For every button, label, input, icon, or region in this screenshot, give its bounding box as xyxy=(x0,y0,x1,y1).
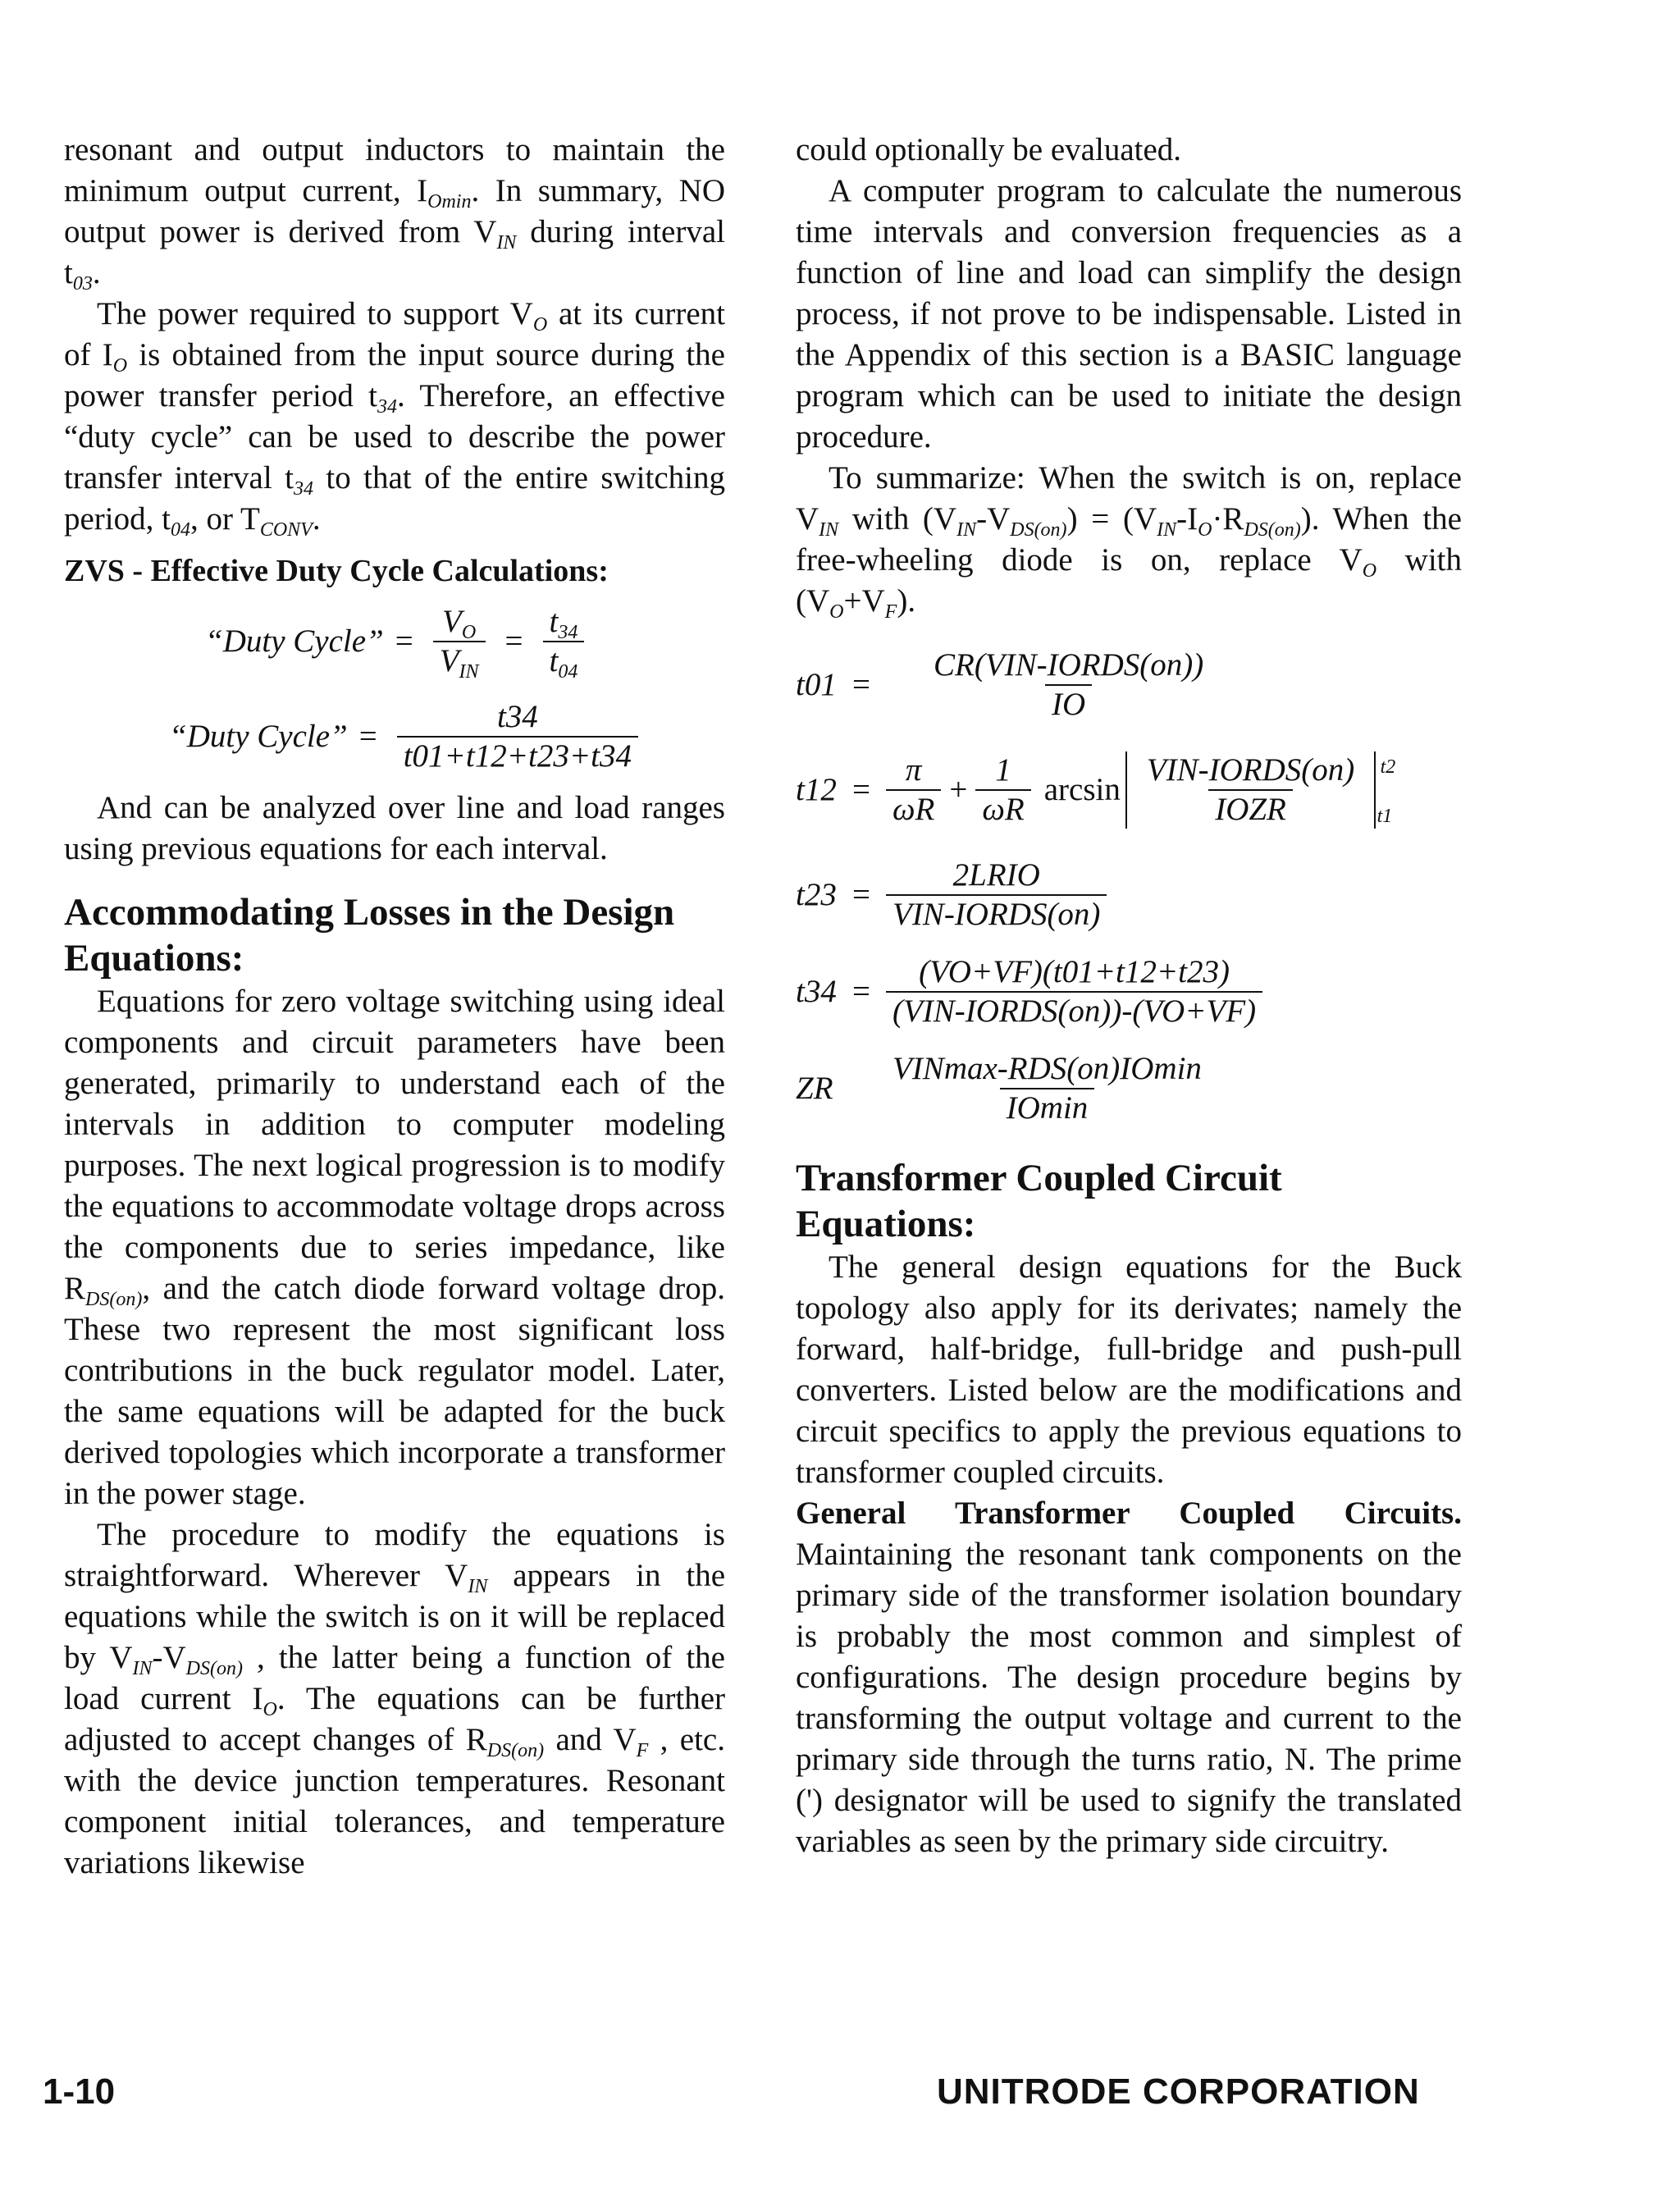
paragraph: General Transformer Coupled Circuits. Maintaining the resonant tank components on the primary side of the transformer isolation boundary is probably the most common and simplest of configurations. The design procedure begins by transforming the output voltage and current to the primary side through the turns ratio, N. The prime (') designator will be used to signify the translated variables as seen by the primary side circuitry. xyxy=(796,1496,1462,1859)
left-column xyxy=(64,130,725,1884)
paragraph: And can be analyzed over line and load ranges using previous equations for each interval. xyxy=(64,790,725,866)
bracket: $\frac{\text{VIN-IORDS(on)}}{\text{IOZR}}$ t2 t1 xyxy=(1125,751,1376,829)
equation-t12: t12 = $\frac{\pi}{\omega R}$ + $\frac{1}{\omega R}$ arcsin $\frac{\text{VIN-IORDS(on)}}{\text{IOZR}}$ t2 t1 xyxy=(796,752,1396,827)
section-heading-losses: Accommodating Losses in the Design Equations: xyxy=(64,891,675,980)
section-heading-transformer: Transformer Coupled Circuit Equations: xyxy=(796,1157,1282,1245)
equation-t23: t23 = $\frac{\text{2LRIO}}{\text{VIN-IORDS(on)}}$ xyxy=(796,850,1462,940)
page-number: 1-10 xyxy=(43,2071,116,2112)
equation-t01: t01 = $\frac{\text{CR(VIN-IORDS(on))}}{IO}$ xyxy=(796,647,1204,722)
paragraph: The general design equations for the Buck topology also apply for its derivates; namely the forward, half-bridge, full-bridge and push-pull converters. Listed below are the modifications and circuit specifics to apply the previous equations to transformer coupled circuits. xyxy=(796,1249,1462,1490)
equation-zr: ZR $\frac{\text{VINmax-RDS(on)IOmin}}{IOmin}$ xyxy=(796,1051,1202,1126)
duty-cycle-equation-2: “Duty Cycle” = $\frac{t34}{t01+t12+t23+t34}$ xyxy=(169,696,725,778)
resonant-equations xyxy=(796,640,1462,1134)
paragraph: The power required to support $V_O$ at its current of $I_O$ is obtained from the input source during the power transfer period $t_{34}$. Therefore, an effective “duty cycle” can be used to describe the power transfer interval $t_{34}$ to that of the entire switching period, $t_{04}$, or $T_{CONV}$. xyxy=(64,296,725,541)
paragraph: A computer program to calculate the numerous time intervals and conversion frequencies as a function of line and load can simplify the design process, if not prove to be indispensable. Listed in the Appendix of this section is a BASIC language program which can be used to initiate the design procedure. xyxy=(796,173,1462,454)
paragraph: could optionally be evaluated. xyxy=(796,132,1182,167)
equation-t34: t34 = $\frac{(VO+VF)(t01+t12+t23)}{\text{(VIN-IORDS(on))-(VO+VF)}}$ xyxy=(796,947,1462,1037)
paragraph: The procedure to modify the equations is straightforward. Wherever $V_{IN}$ appears in the equations while the switch is on it will be replaced by $V_{IN}-V_{DS(on)}$ , the latter being a function of the load current $I_O$. The equations can be further adjusted to accept changes of $R_{DS(on)}$ and $V_F$ , etc. with the device junction temperatures. Resonant component initial tolerances, and temperature variations likewise xyxy=(64,1517,726,1880)
duty-cycle-equation-1: “Duty Cycle” = $\frac{V_O}{V_{IN}}$ = $\frac{t_{34}}{t_{04}}$ xyxy=(205,602,725,681)
paragraph: resonant and output inductors to maintain the minimum output current, $I_{Omin}$. In summary, NO output power is derived from $V_{IN}$ during interval $t_{03}$. xyxy=(64,132,726,295)
zvs-heading: ZVS - Effective Duty Cycle Calculations: xyxy=(64,554,609,588)
right-column xyxy=(796,130,1462,1862)
paragraph: Equations for zero voltage switching using ideal components and circuit parameters have been generated, primarily to understand each of the intervals in addition to computer modeling purposes. The next logical progression is to modify the equations to accommodate voltage drops across the components due to series impedance, like $R_{DS(on)}$, and the catch diode forward voltage drop. These two represent the most significant loss contributions in the buck regulator model. Later, the same equations will be adapted for the buck derived topologies which incorporate a transformer in the power stage. xyxy=(64,984,725,1511)
paragraph: To summarize: When the switch is on, replace $V_{IN}$ with $(V_{IN}-V_{DS(on)}) = (V_{IN}-I_O\cdot R_{DS(on)})$. When the free-wheeling diode is on, replace $V_O$ with $(V_O+V_F)$. xyxy=(796,460,1463,623)
company-name: UNITRODE CORPORATION xyxy=(937,2071,1420,2112)
